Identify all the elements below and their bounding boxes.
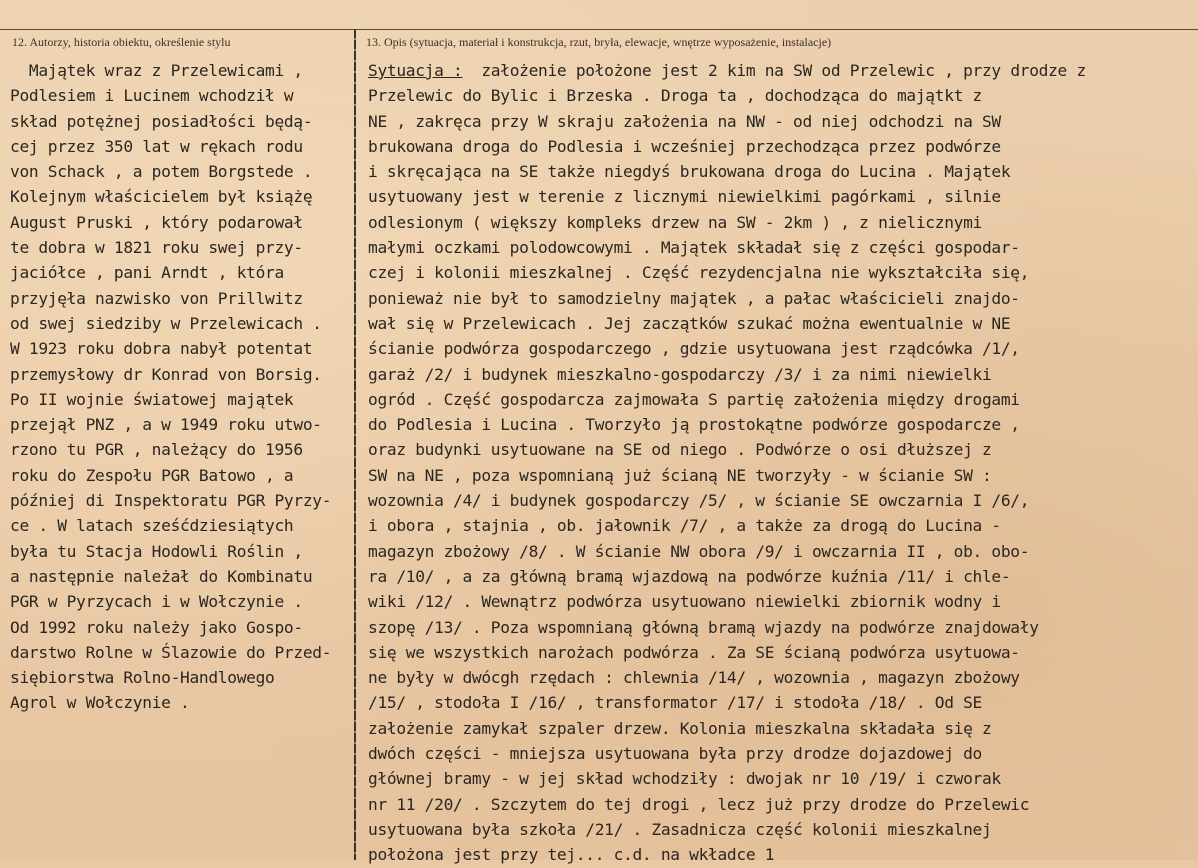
description-line: brukowana droga do Podlesia i wcześniej przechodząca przez podwórze [368,136,1001,156]
description-line: garaż /2/ i budynek mieszkalno-gospodarczy /3/ i za nimi niewielki [368,364,992,384]
description-line-text: założenie położone jest 2 kim na SW od Przelewic , przy drodze z [462,61,1086,80]
description-line: ponieważ nie był to samodzielny majątek , a pałac właścicieli znajdo- [368,288,1020,308]
description-line: SW na NE , poza wspomnianą już ścianą NE tworzyły - w ścianie SW : [368,465,992,485]
description-line: nr 11 /20/ . Szczytem do tej drogi , lecz już przy drodze do Przelewic [368,794,1030,814]
description-line: wozownia /4/ i budynek gospodarczy /5/ , w ścianie SE owczarnia I /6/, [368,491,1030,511]
history-line: Kolejnym właścicielem był książę [10,187,313,207]
history-text-column [10,58,350,716]
description-line: ra /10/ , a za główną bramą wjazdową na podwórze kuźnia /11/ i chle- [368,566,1011,586]
history-line: a następnie należał do Kombinatu [10,566,313,586]
description-line: ogród . Część gospodarcza zajmowała S partię założenia między drogami [368,389,1020,409]
description-line: NE , zakręca przy W skraju założenia na NW - od niej odchodzi na SW [368,111,1001,131]
description-line: ścianie podwórza gospodarczego , gdzie usytuowana jest rządcówka /1/, [368,339,1020,359]
description-line: szopę /13/ . Poza wspomnianą główną bramą wjazdy na podwórze znajdowały [368,617,1039,637]
description-line: Przelewic do Bylic i Brzeska . Droga ta , dochodząca do majątkt z [368,86,982,106]
history-line: skład potężnej posiadłości będą- [10,111,313,131]
history-line: Podlesiem i Lucinem wchodził w [10,86,294,106]
history-line: przejął PNZ , a w 1949 roku utwo- [10,415,322,435]
history-line: darstwo Rolne w Ślazowie do Przed- [10,642,332,662]
history-line: W 1923 roku dobra nabył potentat [10,339,313,359]
description-line: odlesionym ( większy kompleks drzew na SW - 2km ) , z nielicznymi [368,212,982,232]
top-divider [0,29,1198,30]
history-line: August Pruski , który podarował [10,212,303,232]
history-line: jaciółce , pani Arndt , która [10,263,284,283]
history-line: ce . W latach sześćdziesiątych [10,516,294,536]
description-line: głównej bramy - w jej skład wchodziły : dwojak nr 10 /19/ i czworak [368,769,1001,789]
description-line: oraz budynki usytuowane na SE od niego . Podwórze o osi dłuższej z [368,440,992,460]
description-first-line [368,58,1196,83]
history-line: roku do Zespołu PGR Batowo , a [10,465,294,485]
history-line: później di Inspektoratu PGR Pyrzy- [10,491,332,511]
history-line: Majątek wraz z Przelewicami , [10,61,303,80]
description-line: usytuowana była szkoła /21/ . Zasadnicza część kolonii mieszkalnej [368,819,992,839]
description-line: i obora , stajnia , ob. jałownik /7/ , a także za drogą do Lucina - [368,516,1001,536]
section-12-heading: 12. Autorzy, historia obiektu, określenie stylu [12,35,231,49]
description-line: i skręcająca na SE także niegdyś brukowana droga do Lucina . Majątek [368,162,1011,182]
history-line: Po II wojnie światowej majątek [10,389,294,409]
history-line: PGR w Pyrzycach i w Wołczynie . [10,592,303,612]
history-line: siębiorstwa Rolno-Handlowego [10,668,275,688]
section-13-heading: 13. Opis (sytuacja, materiał i konstrukcja, rzut, bryła, elewacje, wnętrze wyposażenie, instalacje) [366,35,832,49]
history-line: od swej siedziby w Przelewicach . [10,313,322,333]
description-line: dwóch części - mniejsza usytuowana była przy drodze dojazdowej do [368,744,982,764]
history-line: była tu Stacja Hodowli Roślin , [10,541,303,561]
description-line: małymi oczkami polodowcowymi . Majątek składał się z części gospodar- [368,238,1020,258]
description-line: wał się w Przelewicach . Jej zaczątków szukać można ewentualnie w NE [368,313,1011,333]
history-line: przyjęła nazwisko von Prillwitz [10,288,303,308]
description-line: wiki /12/ . Wewnątrz podwórza usytuowano niewielki zbiornik wodny i [368,592,1001,612]
situation-label: Sytuacja : [368,61,463,80]
history-line: przemysłowy dr Konrad von Borsig. [10,364,322,384]
description-line: usytuowany jest w terenie z licznymi niewielkimi pagórkami , silnie [368,187,1001,207]
history-line: rzono tu PGR , należący do 1956 [10,440,303,460]
description-line: założenie zamykał szpaler drzew. Kolonia mieszkalna składała się z [368,718,992,738]
description-line: czej i kolonii mieszkalnej . Część rezydencjalna nie wykształciła się, [368,263,1030,283]
description-line: do Podlesia i Lucina . Tworzyło ją prostokątne podwórze gospodarcze , [368,415,1020,435]
description-line: ne były w dwócgh rzędach : chlewnia /14/ , wozownia , magazyn zbożowy [368,668,1020,688]
description-line: się we wszystkich narożach podwórza . Za SE ścianą podwórza usytuowa- [368,642,1020,662]
description-text-column [368,58,1196,868]
description-line: /15/ , stodoła I /16/ , transformator /17/ i stodoła /18/ . Od SE [368,693,982,713]
history-line: cej przez 350 lat w rękach rodu [10,136,303,156]
history-line: Agrol w Wołczynie . [10,693,190,713]
history-line: te dobra w 1821 roku swej przy- [10,238,303,258]
description-line: magazyn zbożowy /8/ . W ścianie NW obora /9/ i owczarnia II , ob. obo- [368,541,1030,561]
history-line: Od 1992 roku należy jako Gospo- [10,617,303,637]
column-divider [354,29,356,860]
history-line: von Schack , a potem Borgstede . [10,162,313,182]
description-line: położona jest przy tej... c.d. na wkładce 1 [368,845,775,865]
